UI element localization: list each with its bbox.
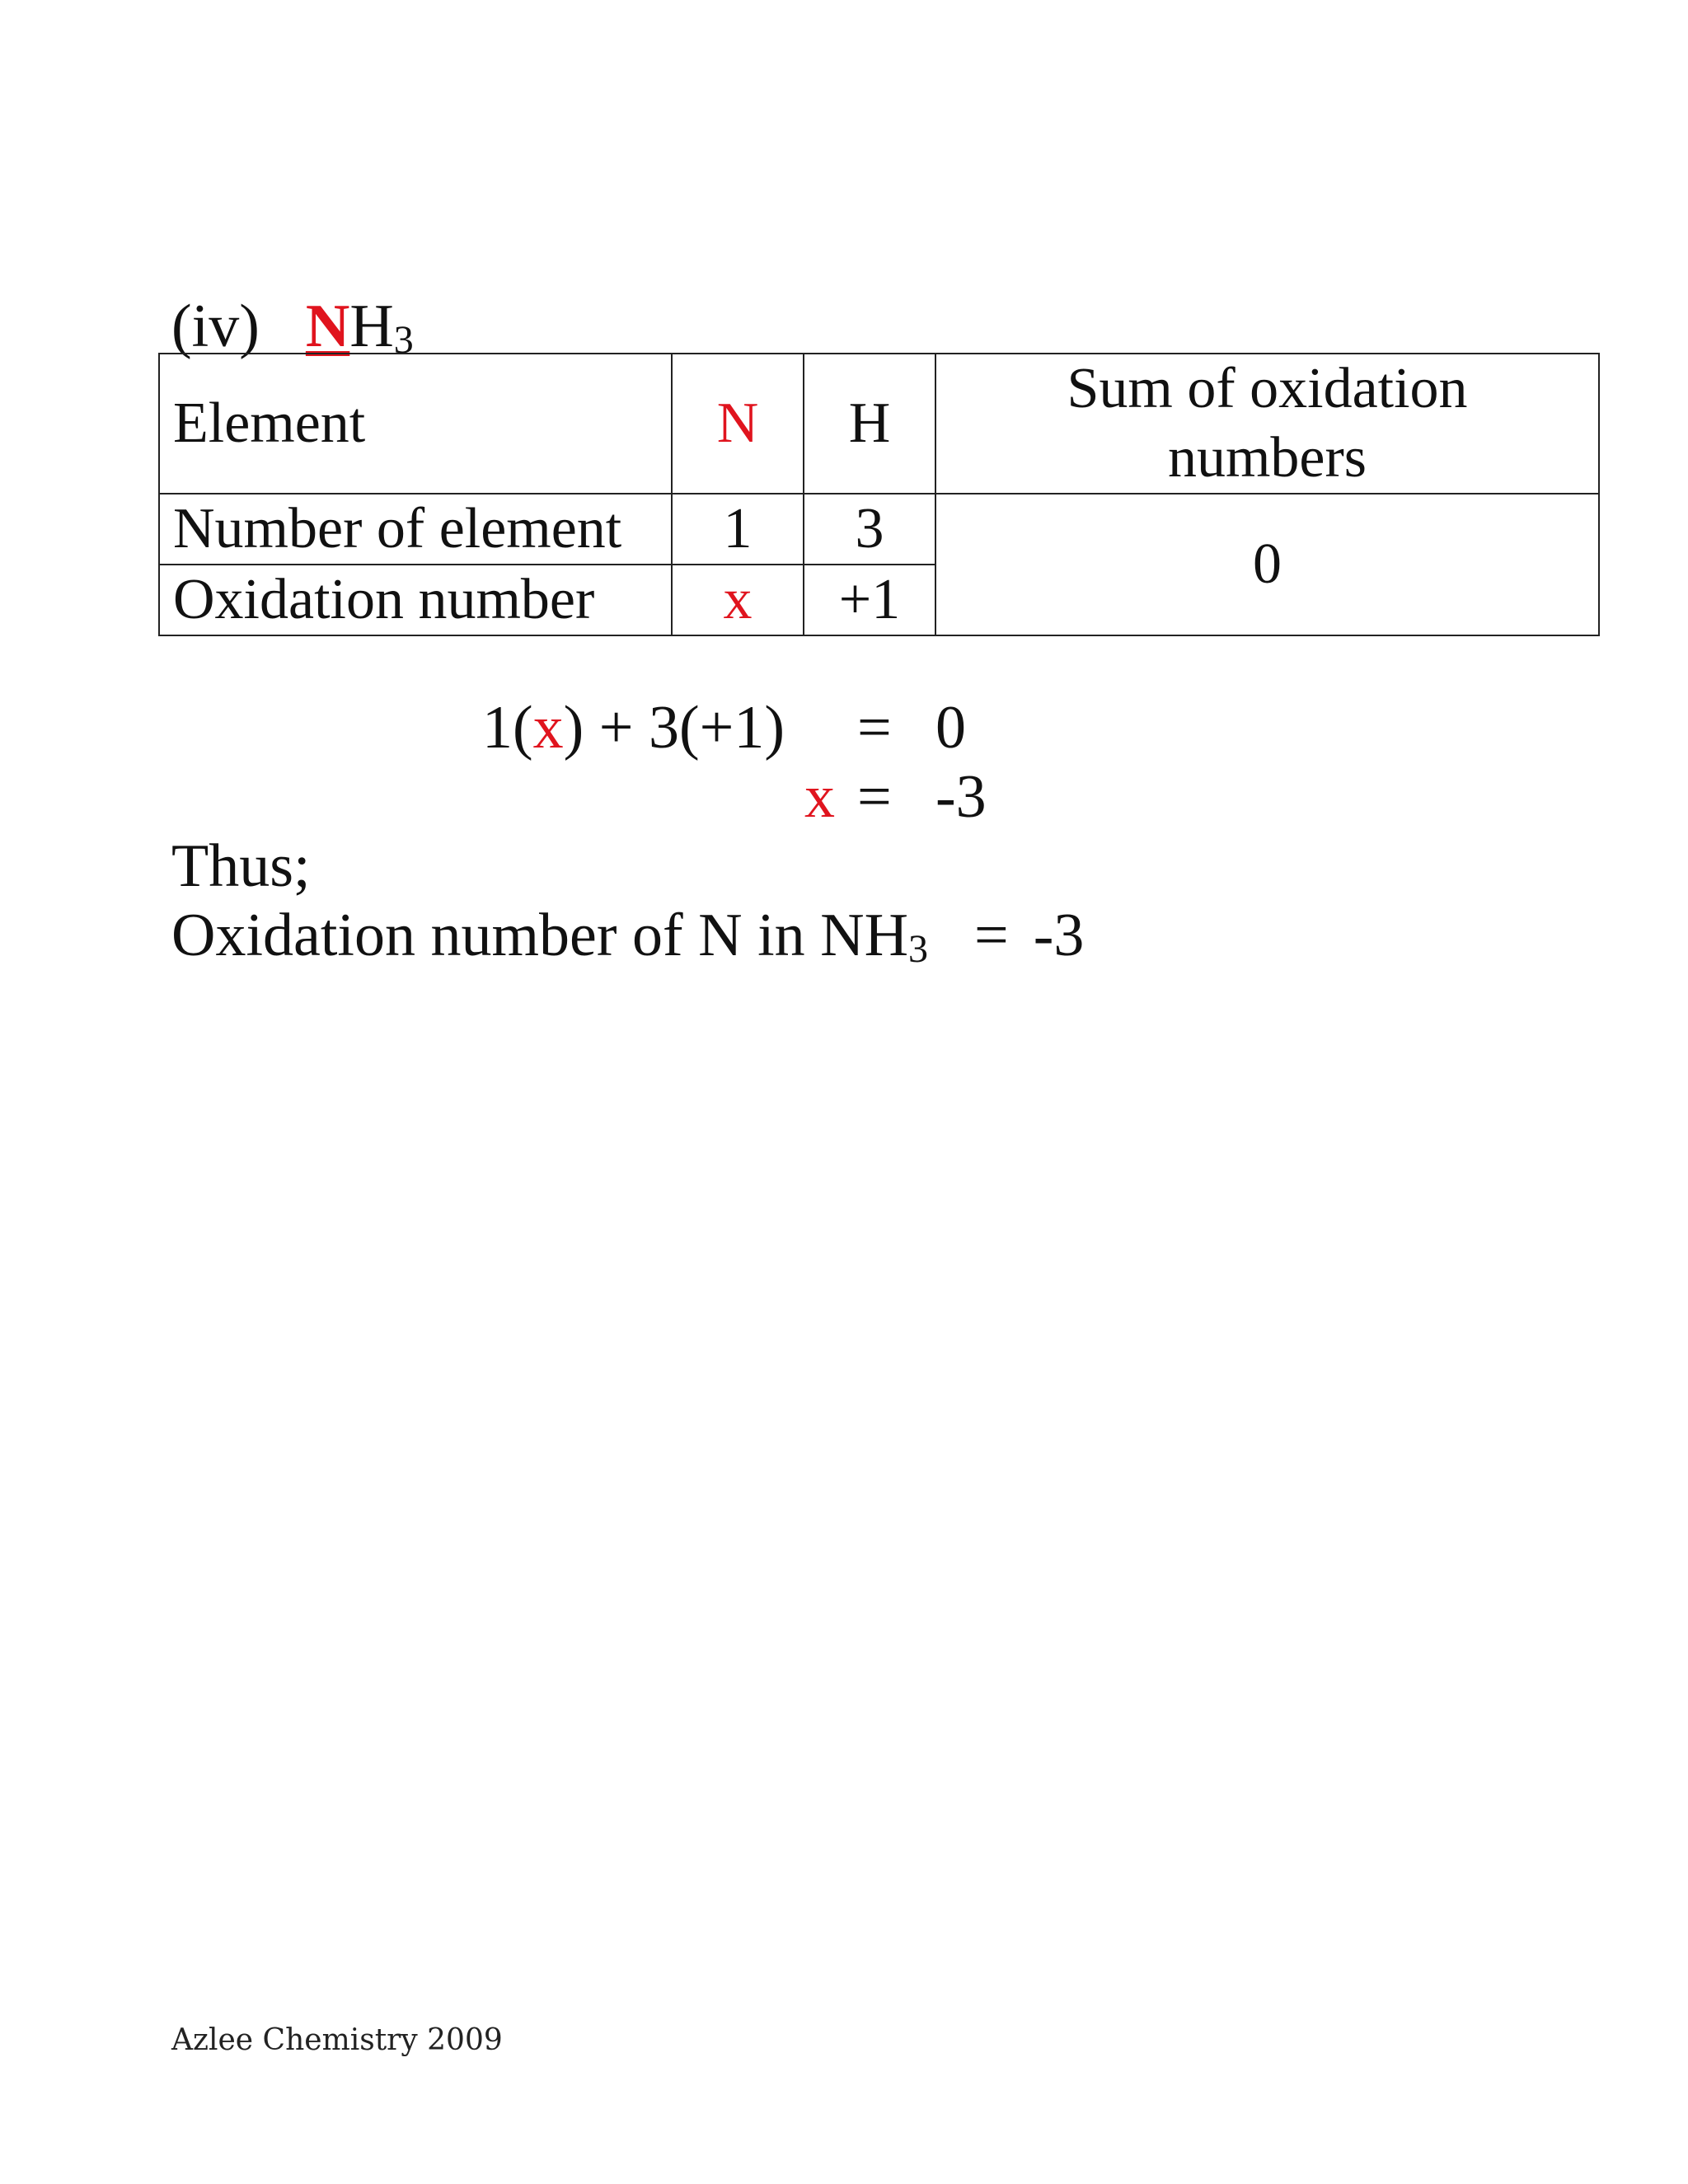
oxidation-n: x xyxy=(672,565,804,635)
sum-header-line1: Sum of oxidation xyxy=(1067,357,1468,420)
element-n-header: N xyxy=(672,354,804,494)
conclusion-line xyxy=(171,898,1084,980)
oxidation-h: +1 xyxy=(804,565,935,635)
eq1-suffix: ) + 3(+1) xyxy=(563,694,785,762)
thus-text: Thus; xyxy=(171,832,311,900)
equation-line2-equals: = xyxy=(857,763,892,831)
eq1-prefix: 1( xyxy=(482,694,533,762)
oxidation-table xyxy=(158,353,1600,636)
formula-subscript: 3 xyxy=(393,318,414,362)
table-header-row xyxy=(159,354,1599,494)
conclusion-subscript: 3 xyxy=(908,927,929,971)
sum-value: 0 xyxy=(935,494,1599,635)
element-h-header: H xyxy=(804,354,935,494)
row-label: Oxidation number xyxy=(159,565,672,635)
sum-header xyxy=(935,354,1599,494)
row-label: Number of element xyxy=(159,494,672,565)
equation-line1-lhs xyxy=(482,691,785,765)
element-header: Element xyxy=(159,354,672,494)
section-label: (iv) xyxy=(171,293,260,360)
page-footer: Azlee Chemistry 2009 xyxy=(171,2023,503,2057)
count-h: 3 xyxy=(804,494,935,565)
sum-header-line2: numbers xyxy=(1167,426,1367,490)
equation-line2-rhs: -3 xyxy=(935,763,987,831)
conclusion-text: Oxidation number of N in NH xyxy=(171,902,909,969)
highlighted-element: N xyxy=(305,293,350,360)
equation-line1-equals: = xyxy=(857,694,892,762)
conclusion-equals: = xyxy=(974,902,1009,969)
conclusion-value: -3 xyxy=(1033,902,1085,969)
equation-line1-rhs: 0 xyxy=(935,694,966,762)
formula-rest: H xyxy=(349,293,394,360)
equation-line2-variable: x xyxy=(804,763,835,831)
count-n: 1 xyxy=(672,494,804,565)
eq1-variable: x xyxy=(532,694,564,762)
table-row xyxy=(159,494,1599,565)
